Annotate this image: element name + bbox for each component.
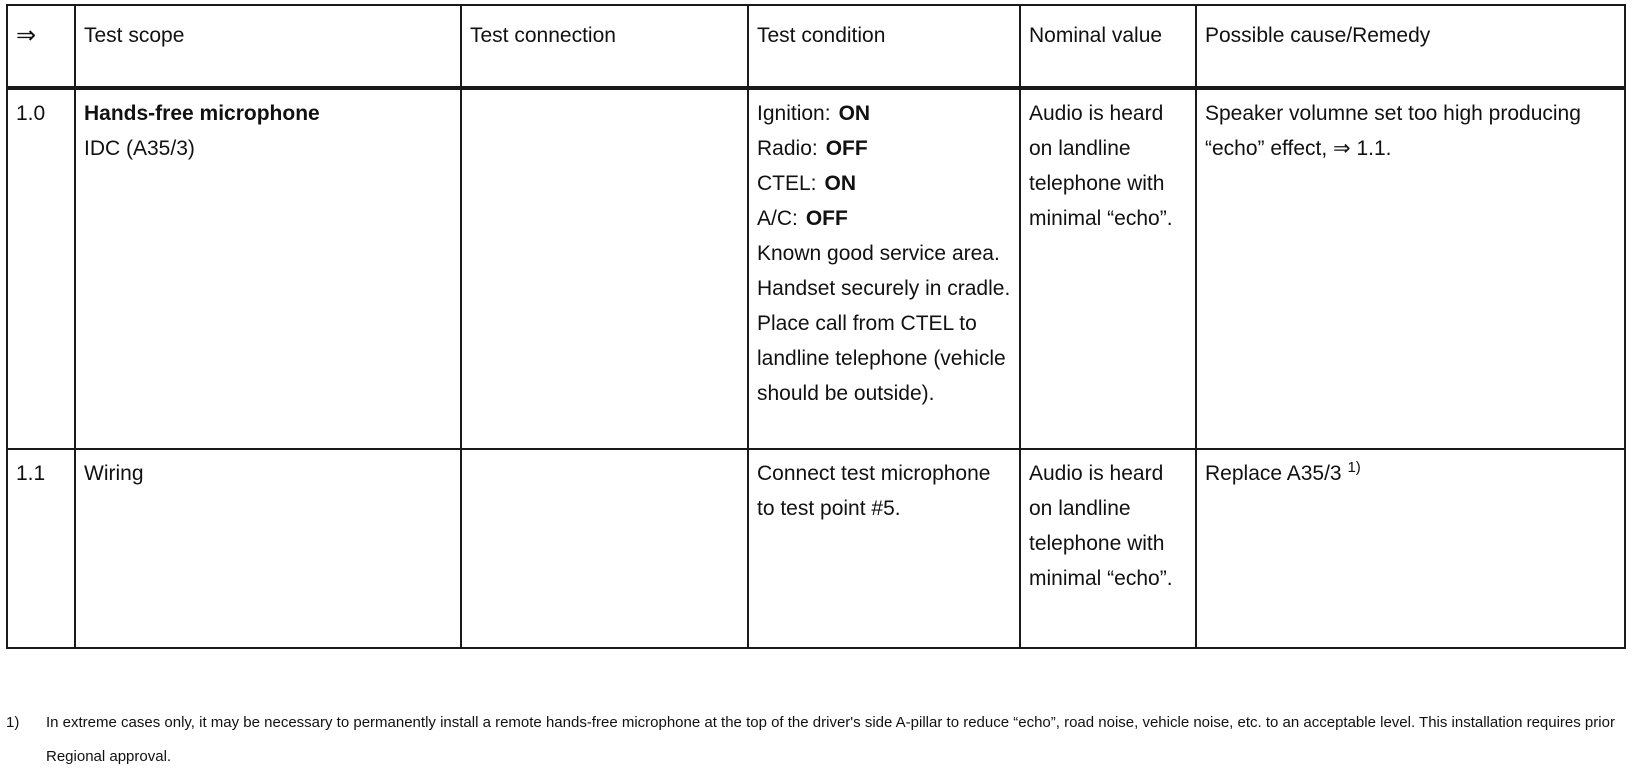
- cause-remedy-cell: Speaker volumne set too high producing “echo” effect, ⇒ 1.1.: [1196, 88, 1625, 449]
- test-scope-component: IDC (A35/3): [84, 137, 195, 160]
- step-number: 1.0: [7, 88, 75, 449]
- test-scope-title: Wiring: [84, 462, 144, 485]
- condition-line: [757, 96, 1011, 131]
- footnote-text: In extreme cases only, it may be necessary to permanently install a remote hands-free microphone at the top of the driver's side A-pillar to reduce “echo”, road noise, vehicle noise, etc. to an acceptable level. This installation requires prior Regional approval.: [46, 714, 1615, 765]
- condition-line: [757, 166, 1011, 201]
- header-cause-remedy: Possible cause/Remedy: [1196, 5, 1625, 88]
- test-scope-title: Hands-free microphone: [84, 102, 320, 125]
- test-connection-cell: [461, 449, 748, 648]
- footnote-reference: 1): [1347, 459, 1361, 476]
- cause-remedy-cell: [1196, 449, 1625, 648]
- header-nominal-value: Nominal value: [1020, 5, 1196, 88]
- footnote-mark: 1): [6, 714, 20, 731]
- condition-value: ON: [838, 102, 871, 125]
- remedy-text: Replace A35/3: [1205, 462, 1342, 485]
- condition-line: [757, 131, 1011, 166]
- condition-value: OFF: [825, 137, 868, 160]
- header-test-scope: Test scope: [75, 5, 461, 88]
- header-test-condition: Test condition: [748, 5, 1020, 88]
- test-condition-cell: [748, 88, 1020, 449]
- test-condition-cell: Connect test microphone to test point #5.: [748, 449, 1020, 648]
- table-header-row: [7, 5, 1625, 88]
- nominal-value-cell: Audio is heard on landline telephone with minimal “echo”.: [1020, 88, 1196, 449]
- condition-key: CTEL:: [757, 172, 817, 195]
- condition-description: Known good service area. Handset securely in cradle. Place call from CTEL to landline telephone (vehicle should be outside).: [757, 242, 1011, 405]
- condition-key: Ignition:: [757, 102, 831, 125]
- table-row: [7, 449, 1625, 648]
- condition-key: Radio:: [757, 137, 818, 160]
- table-row: [7, 88, 1625, 449]
- step-number: 1.1: [7, 449, 75, 648]
- test-scope-cell: [75, 449, 461, 648]
- condition-line: [757, 201, 1011, 236]
- test-connection-cell: [461, 88, 748, 449]
- footnote: [6, 706, 1616, 774]
- header-test-connection: Test connection: [461, 5, 748, 88]
- header-arrow: ⇒: [7, 5, 75, 88]
- nominal-value-cell: Audio is heard on landline telephone with minimal “echo”.: [1020, 449, 1196, 648]
- test-scope-cell: [75, 88, 461, 449]
- condition-value: OFF: [805, 207, 848, 230]
- condition-value: ON: [824, 172, 857, 195]
- diagnostic-test-table: [6, 4, 1626, 649]
- condition-key: A/C:: [757, 207, 798, 230]
